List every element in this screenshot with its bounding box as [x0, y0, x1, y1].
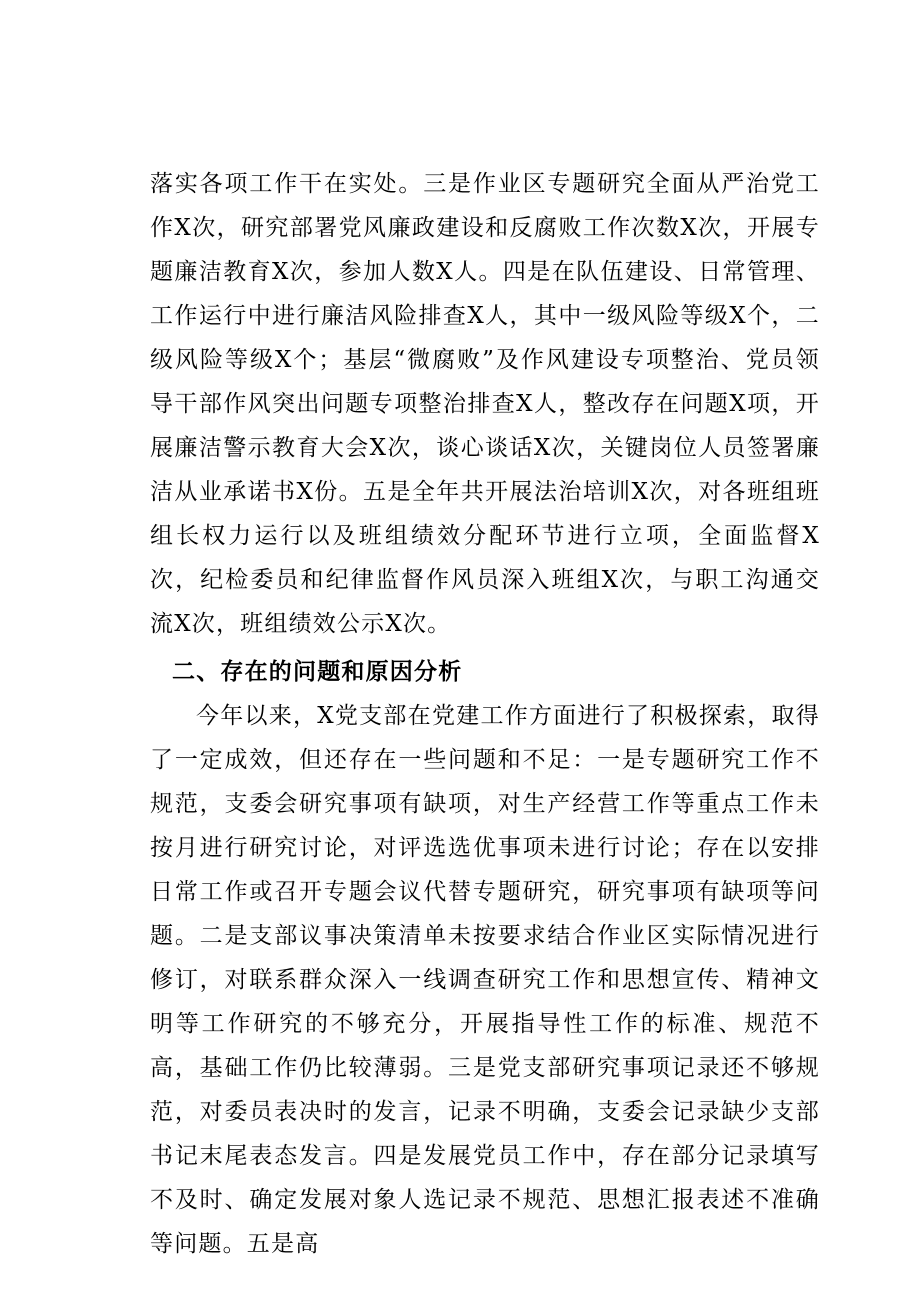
section-heading: 二、存在的问题和原因分析 [172, 659, 463, 685]
document-body [150, 162, 820, 1266]
paragraph-continuation: 落实各项工作干在实处。三是作业区专题研究全面从严治党工作X次，研究部署党风廉政建设和反腐败工作次数X次，开展专题廉洁教育X次，参加人数X人。四是在队伍建设、日常管理、工作运行中进行廉洁风险排查X人，其中一级风险等级X个，二级风险等级X个；基层“微腐败”及作风建设专项整治、党员领导干部作风突出问题专项整治排查X人，整改存在问题X项，开展廉洁警示教育大会X次，谈心谈话X次，关键岗位人员签署廉洁从业承诺书X份。五是全年共开展法治培训X次，对各班组班组长权力运行以及班组绩效分配环节进行立项，全面监督X次，纪检委员和纪律监督作风员深入班组X次，与职工沟通交流X次，班组绩效公示X次。 [150, 171, 820, 637]
paragraph-problems: 今年以来，X党支部在党建工作方面进行了积极探索，取得了一定成效，但还存在一些问题和不足：一是专题研究工作不规范，支委会研究事项有缺项，对生产经营工作等重点工作未按月进行研究讨论，对评选选优事项未进行讨论；存在以安排日常工作或召开专题会议代替专题研究，研究事项有缺项等问题。二是支部议事决策清单未按要求结合作业区实际情况进行修订，对联系群众深入一线调查研究工作和思想宣传、精神文明等工作研究的不够充分，开展指导性工作的标准、规范不高，基础工作仍比较薄弱。三是党支部研究事项记录还不够规范，对委员表决时的发言，记录不明确，支委会记录缺少支部书记末尾表态发言。四是发展党员工作中，存在部分记录填写不及时、确定发展对象人选记录不规范、思想汇报表述不准确等问题。五是高 [150, 703, 820, 1257]
